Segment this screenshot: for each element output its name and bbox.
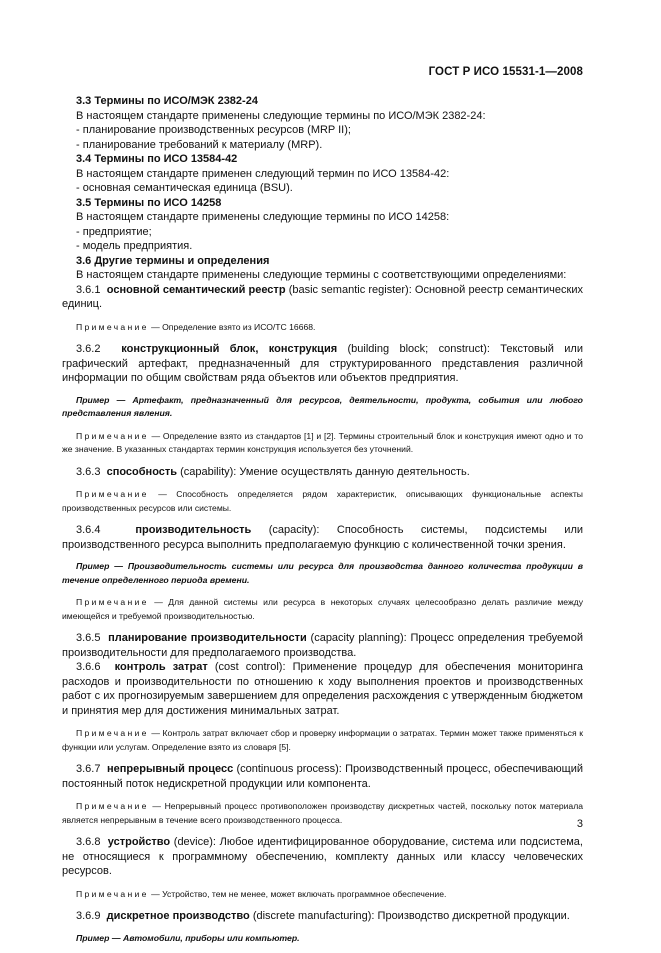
term-definition: 3.6.7 непрерывный процесс (continuous process): Производственный процесс, обеспечивающий постоянный поток недискретной продукции или компонента. bbox=[62, 763, 583, 790]
section-heading: 3.4 Термины по ИСО 13584-42 bbox=[76, 153, 238, 165]
section-intro: В настоящем стандарте применены следующие термины с соответствующими определениями: bbox=[76, 269, 567, 281]
list-item: - основная семантическая единица (BSU). bbox=[76, 182, 293, 194]
section-heading: 3.3 Термины по ИСО/МЭК 2382-24 bbox=[76, 95, 258, 107]
term-name: устройство bbox=[107, 836, 171, 848]
term-definition: 3.6.3 способность (capability): Умение осуществлять данную деятельность. bbox=[76, 465, 470, 478]
term-definition: 3.6.9 дискретное производство (discrete manufacturing): Производство дискретной продукции. bbox=[76, 910, 570, 922]
note: Примечание — Непрерывный процесс противоположен производству дискретных частей, поскольку поток материала является непрерывным в течение всего производственного процесса. bbox=[62, 801, 583, 825]
term-name: дискретное производство bbox=[106, 910, 250, 922]
term-definition: 3.6.2 конструкционный блок, конструкция (building block; construct): Текстовый или графический артефакт, предназначенный для структурированного представления различной информации по общим свойствам ряда объектов или объектов предприятия. bbox=[62, 343, 583, 384]
note: Примечание — Определение взято из ИСО/ТС 16668. bbox=[76, 321, 316, 332]
section-heading: 3.5 Термины по ИСО 14258 bbox=[76, 196, 222, 209]
term-definition: 3.6.6 контроль затрат (cost control): Применение процедур для обеспечения мониторинга расходов и производительности по отношению к ходу выполнения проектов и производственных работ с их прогнозируемым завершением для определения расхождения с утвержденным бюджетом и принятия мер для достижения минимальных затрат. bbox=[62, 661, 583, 717]
term-name: основной семантический реестр bbox=[106, 283, 286, 296]
list-item: - модель предприятия. bbox=[76, 240, 193, 252]
term-definition: 3.6.1 основной семантический реестр (basic semantic register): Основной реестр семантических единиц. bbox=[62, 283, 583, 310]
example: Пример — Автомобили, приборы или компьютер. bbox=[76, 932, 300, 943]
example: Пример — Производительность системы или ресурса для производства данного количества продукции в течение определенного периода времени. bbox=[62, 561, 583, 585]
section-heading: 3.6 Другие термины и определения bbox=[76, 254, 270, 267]
list-item: - планирование требований к материалу (MRP). bbox=[76, 138, 323, 151]
document-body bbox=[62, 94, 583, 953]
section-intro: В настоящем стандарте применены следующие термины по ИСО/МЭК 2382-24: bbox=[76, 109, 486, 122]
section-intro: В настоящем стандарте применен следующий термин по ИСО 13584-42: bbox=[76, 167, 450, 180]
term-name: конструкционный блок, конструкция bbox=[121, 343, 338, 355]
term-name: производительность bbox=[135, 524, 252, 536]
example: Пример — Артефакт, предназначенный для ресурсов, деятельности, продукта, события или любого представления явления. bbox=[62, 394, 583, 418]
note: Примечание — Контроль затрат включает сбор и проверку информации о затратах. Термин может также применяться к функции или услугам. Определение взято из словаря [5]. bbox=[62, 728, 583, 752]
term-name: непрерывный процесс bbox=[106, 763, 234, 775]
term-definition: 3.6.8 устройство (device): Любое идентифицированное оборудование, система или подсистема, не относящиеся к программному обеспечению, комплекту данных или классу человеческих ресурсов. bbox=[62, 836, 583, 877]
note: Примечание — Определение взято из стандартов [1] и [2]. Термины строительный блок и конструкция имеют одно и то же значение. В указанных стандартах термин конструкция используется без уточнений. bbox=[62, 430, 583, 454]
term-definition: 3.6.5 планирование производительности (capacity planning): Процесс определения требуемой производительности для предполагаемого производства. bbox=[62, 632, 583, 659]
list-item: - предприятие; bbox=[76, 225, 152, 238]
term-name: способность bbox=[106, 465, 178, 478]
document-header: ГОСТ Р ИСО 15531-1—2008 bbox=[428, 66, 583, 78]
note: Примечание — Для данной системы или ресурса в некоторых случаях целесообразно делать различие между имеющейся и требуемой производительностью. bbox=[62, 597, 583, 621]
note: Примечание — Способность определяется рядом характеристик, описывающих функциональные аспекты производственных ресурсов или системы. bbox=[62, 489, 583, 513]
term-definition: 3.6.4 производительность (capacity): Способность системы, подсистемы или производственного ресурса выполнить предполагаемую функцию с количественной точки зрения. bbox=[62, 524, 584, 551]
note: Примечание — Устройство, тем не менее, может включать программное обеспечение. bbox=[76, 888, 447, 899]
section-intro: В настоящем стандарте применены следующие термины по ИСО 14258: bbox=[76, 211, 450, 223]
list-item: - планирование производственных ресурсов (MRP II); bbox=[76, 124, 351, 136]
term-name: контроль затрат bbox=[114, 661, 208, 673]
page-number: 3 bbox=[576, 818, 583, 830]
term-name: планирование производительности bbox=[108, 632, 307, 644]
